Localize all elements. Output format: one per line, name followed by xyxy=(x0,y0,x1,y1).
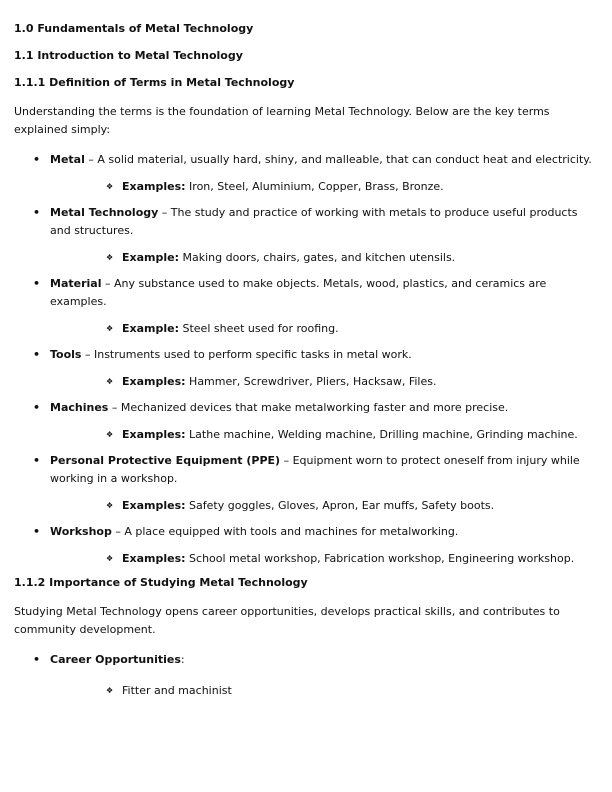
term-name: Machines xyxy=(50,401,109,414)
term-example xyxy=(50,250,598,266)
example-label: Examples: xyxy=(122,499,186,512)
heading-1-0: 1.0 Fundamentals of Metal Technology xyxy=(14,22,254,35)
intro-paragraph: Understanding the terms is the foundation of learning Metal Technology. Below are the key terms explained simply: xyxy=(14,105,550,136)
term-example xyxy=(50,427,598,443)
career-subitem: ❖ Fitter and machinist xyxy=(50,683,598,699)
example-label: Examples: xyxy=(122,375,186,388)
heading-1-1: 1.1 Introduction to Metal Technology xyxy=(14,49,243,62)
heading-1-1-1: 1.1.1 Definition of Terms in Metal Technology xyxy=(14,76,295,89)
terms-list xyxy=(14,151,598,567)
example-text: School metal workshop, Fabrication workshop, Engineering workshop. xyxy=(185,552,575,565)
term-item xyxy=(14,452,598,514)
career-label: Career Opportunities xyxy=(50,653,181,666)
term-definition: – A solid material, usually hard, shiny, and malleable, that can conduct heat and electricity. xyxy=(84,153,592,166)
example-text: Steel sheet used for roofing. xyxy=(179,322,339,335)
term-example xyxy=(50,374,598,390)
term-name: Metal xyxy=(50,153,85,166)
career-colon: : xyxy=(180,653,185,666)
term-example xyxy=(50,179,598,195)
term-item xyxy=(14,523,598,567)
example-label: Example: xyxy=(122,251,179,264)
importance-paragraph: Studying Metal Technology opens career opportunities, develops practical skills, and contributes to community development. xyxy=(14,605,560,636)
term-item xyxy=(14,399,598,443)
term-item xyxy=(14,346,598,390)
term-name: Metal Technology xyxy=(50,206,159,219)
career-list xyxy=(14,651,598,699)
term-example xyxy=(50,321,598,337)
term-name: Material xyxy=(50,277,102,290)
example-text: Safety goggles, Gloves, Apron, Ear muffs, Safety boots. xyxy=(185,499,495,512)
example-text: Lathe machine, Welding machine, Drilling machine, Grinding machine. xyxy=(185,428,578,441)
term-item xyxy=(14,275,598,337)
term-definition: – Equipment worn to protect oneself from injury while working in a workshop. xyxy=(50,454,580,485)
term-item xyxy=(14,204,598,266)
term-example xyxy=(50,498,598,514)
term-name: Personal Protective Equipment (PPE) xyxy=(50,454,281,467)
term-definition: – A place equipped with tools and machines for metalworking. xyxy=(111,525,459,538)
term-definition: – Mechanized devices that make metalworking faster and more precise. xyxy=(108,401,509,414)
term-item xyxy=(14,151,598,195)
example-text: Iron, Steel, Aluminium, Copper, Brass, Bronze. xyxy=(185,180,444,193)
term-name: Tools xyxy=(50,348,82,361)
example-label: Examples: xyxy=(122,428,186,441)
term-definition: – The study and practice of working with metals to produce useful products and structures. xyxy=(50,206,578,237)
heading-1-1-2: 1.1.2 Importance of Studying Metal Technology xyxy=(14,576,308,589)
example-text: Hammer, Screwdriver, Pliers, Hacksaw, Files. xyxy=(185,375,437,388)
term-name: Workshop xyxy=(50,525,112,538)
term-definition: – Instruments used to perform specific tasks in metal work. xyxy=(81,348,412,361)
document-page xyxy=(14,22,598,708)
example-text: Making doors, chairs, gates, and kitchen utensils. xyxy=(179,251,456,264)
example-label: Example: xyxy=(122,322,179,335)
example-label: Examples: xyxy=(122,552,186,565)
term-definition: – Any substance used to make objects. Metals, wood, plastics, and ceramics are examples. xyxy=(50,277,547,308)
term-example xyxy=(50,551,598,567)
career-item xyxy=(14,651,598,699)
example-label: Examples: xyxy=(122,180,186,193)
